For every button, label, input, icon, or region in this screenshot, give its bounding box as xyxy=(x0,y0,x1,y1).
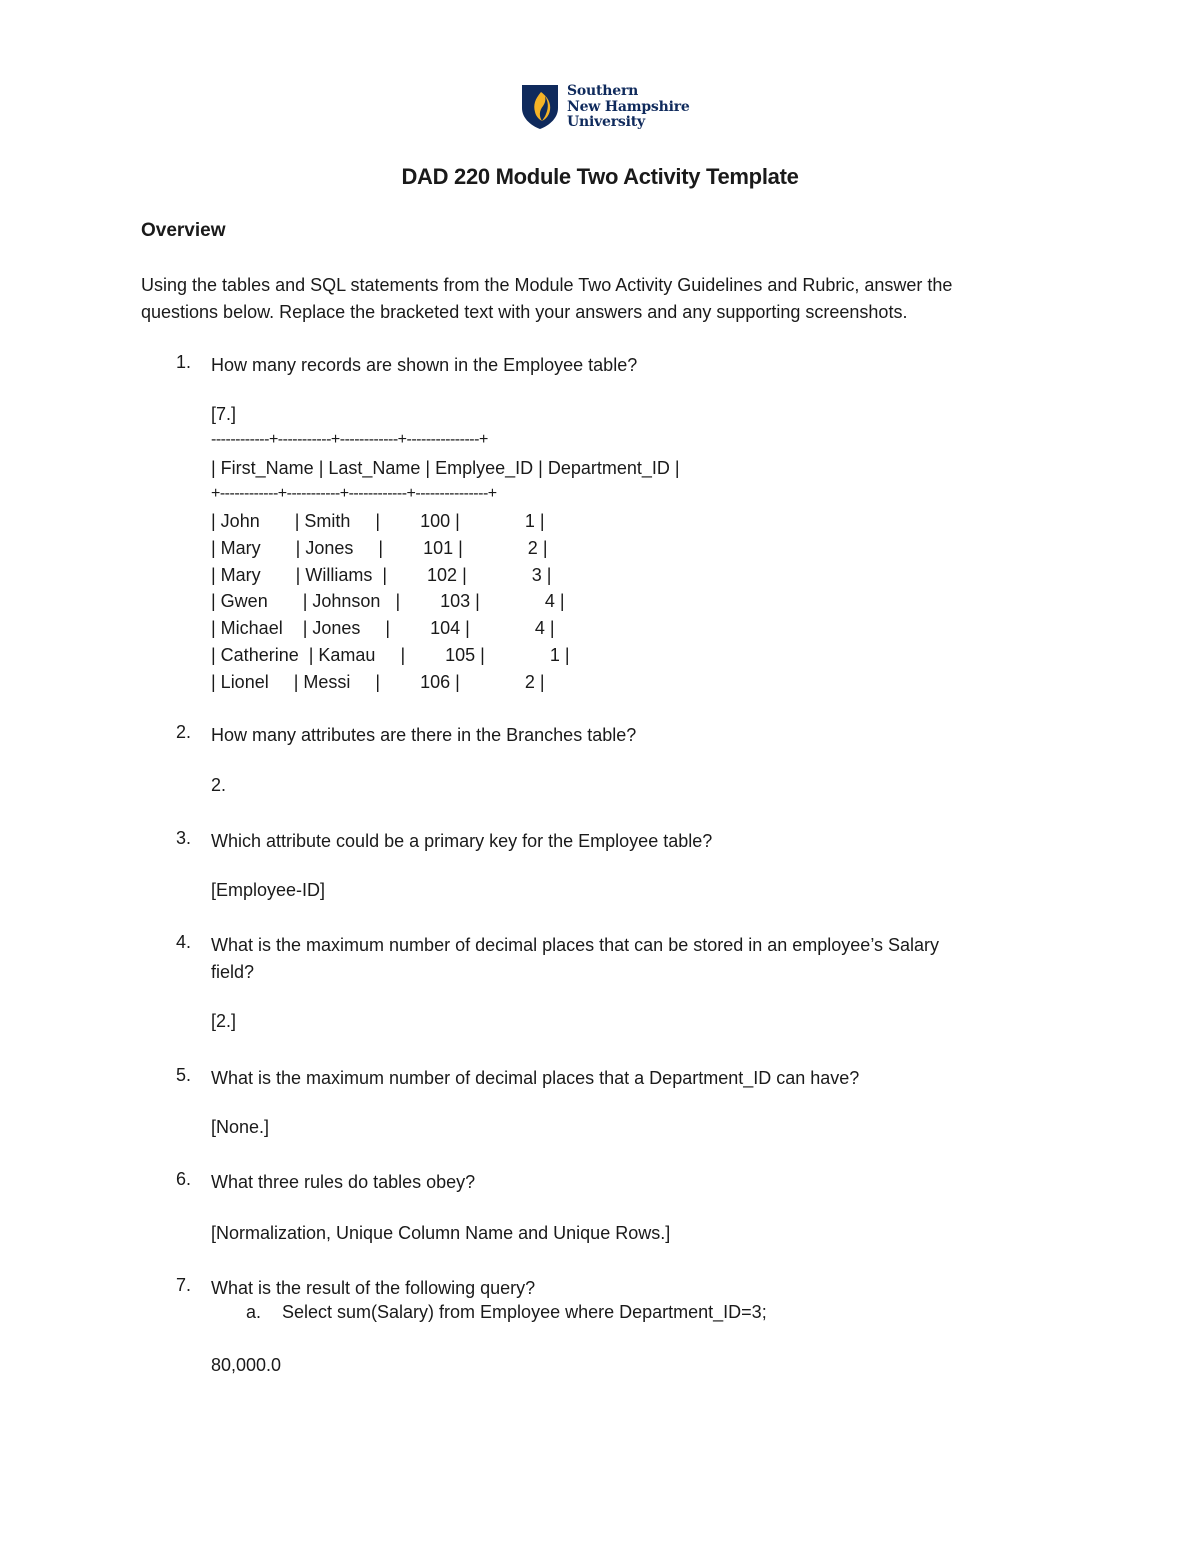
question-text xyxy=(211,932,1041,986)
logo-line-2: New Hampshire xyxy=(567,98,690,115)
question-number: 3. xyxy=(176,828,192,848)
table-border-mid: +------------+-----------+------------+---------------+ xyxy=(211,485,497,502)
question-number: 2. xyxy=(176,722,192,742)
overview-heading: Overview xyxy=(141,220,226,241)
shield-flame-icon xyxy=(521,84,559,130)
question-number: 7. xyxy=(176,1275,192,1295)
table-row: | Gwen | Johnson | 103 | 4 | xyxy=(211,591,565,611)
question-text-line-2: field? xyxy=(211,962,255,982)
table-row: | John | Smith | 100 | 1 | xyxy=(211,511,545,531)
logo-line-1: Southern xyxy=(567,83,639,99)
table-border-top: ------------+-----------+------------+---------------+ xyxy=(211,431,488,448)
answer-text: [7.] xyxy=(211,404,237,424)
table-row: | Mary | Williams | 102 | 3 | xyxy=(211,565,552,585)
question-text: How many records are shown in the Employee table? xyxy=(211,355,638,375)
question-number: 4. xyxy=(176,932,192,952)
table-row: | Lionel | Messi | 106 | 2 | xyxy=(211,672,545,692)
sql-query-text: Select sum(Salary) from Employee where Department_ID=3; xyxy=(282,1302,767,1322)
intro-line-2: questions below. Replace the bracketed text with your answers and any supporting screenshots. xyxy=(141,302,908,322)
question-text: How many attributes are there in the Branches table? xyxy=(211,725,637,745)
question-number: 6. xyxy=(176,1169,192,1189)
question-number: 1. xyxy=(176,352,192,372)
question-text-line-1: What is the maximum number of decimal places that can be stored in an employee’s Salary xyxy=(211,935,940,955)
table-row: | Michael | Jones | 104 | 4 | xyxy=(211,618,555,638)
answer-text: [None.] xyxy=(211,1117,270,1137)
document-title: DAD 220 Module Two Activity Template xyxy=(401,164,799,189)
sub-item-letter: a. xyxy=(246,1302,262,1322)
university-logo xyxy=(521,84,690,132)
answer-text: [2.] xyxy=(211,1011,237,1031)
logo-wordmark xyxy=(567,84,690,131)
intro-paragraph xyxy=(141,272,1061,326)
logo-line-3: University xyxy=(567,114,645,130)
question-text: What is the maximum number of decimal places that a Department_ID can have? xyxy=(211,1068,860,1088)
table-header-row: | First_Name | Last_Name | Emplyee_ID | Department_ID | xyxy=(211,458,680,478)
table-row: | Catherine | Kamau | 105 | 1 | xyxy=(211,645,570,665)
answer-text: 2. xyxy=(211,775,227,795)
question-text: Which attribute could be a primary key for the Employee table? xyxy=(211,831,713,851)
intro-line-1: Using the tables and SQL statements from the Module Two Activity Guidelines and Rubric, answer the xyxy=(141,275,953,295)
question-text: What is the result of the following query? xyxy=(211,1278,536,1298)
answer-text: [Employee-ID] xyxy=(211,880,326,900)
question-text: What three rules do tables obey? xyxy=(211,1172,476,1192)
answer-text: 80,000.0 xyxy=(211,1355,282,1375)
answer-text: [Normalization, Unique Column Name and Unique Rows.] xyxy=(211,1223,671,1243)
table-row: | Mary | Jones | 101 | 2 | xyxy=(211,538,548,558)
question-number: 5. xyxy=(176,1065,192,1085)
